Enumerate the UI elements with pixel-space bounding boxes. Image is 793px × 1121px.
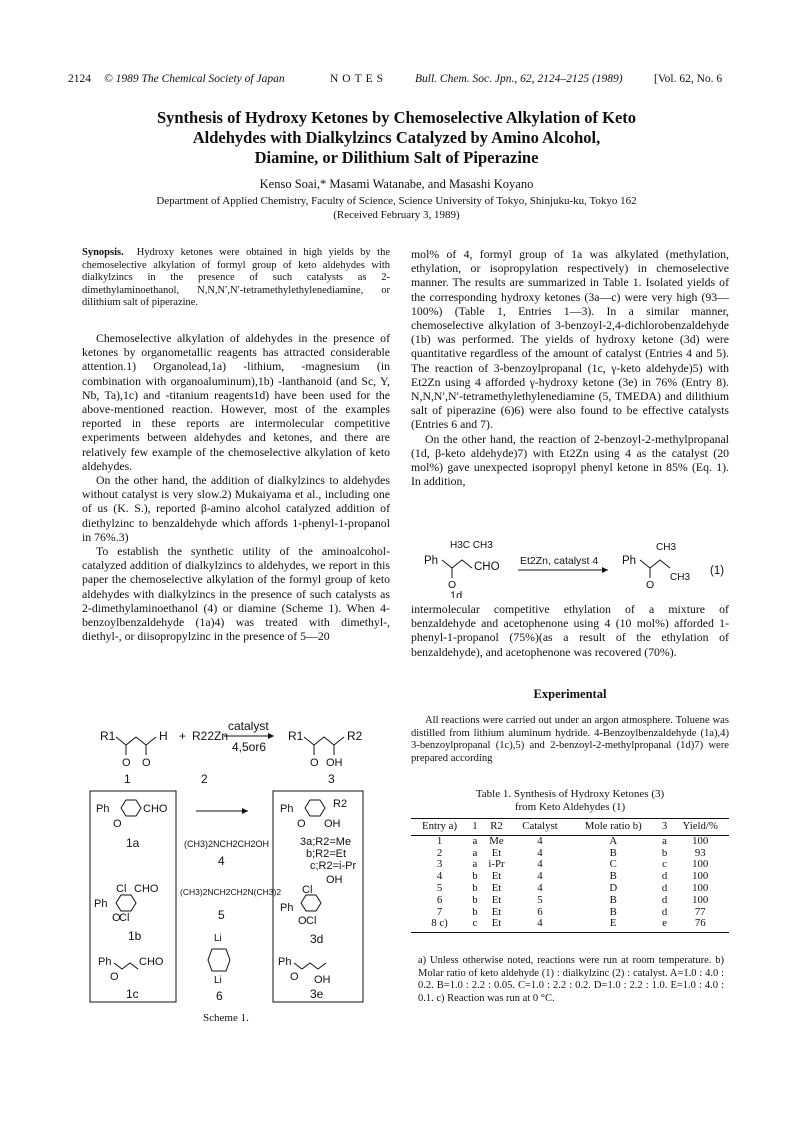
scheme-caption: Scheme 1. xyxy=(203,1012,249,1024)
table-cell: Me xyxy=(489,834,504,847)
table-cell: Et xyxy=(491,905,502,918)
ph-3d: Ph xyxy=(280,902,294,914)
table-cell: b xyxy=(661,846,668,859)
col-header: Yield/% xyxy=(671,819,729,836)
copyright: © 1989 The Chemical Society of Japan xyxy=(104,73,285,85)
title-line-3: Diamine, or Dilithium Salt of Piperazine xyxy=(254,148,539,167)
eq-ch3-top: CH3 xyxy=(656,542,677,553)
scheme-plus: + xyxy=(179,729,187,743)
table-caption-line-2: from Keto Aldehydes (1) xyxy=(514,801,626,813)
table-cell: B xyxy=(609,846,617,859)
table-cell: 100 xyxy=(692,870,709,883)
table-cell: 4 xyxy=(436,870,443,883)
received-date: (Received February 3, 1989) xyxy=(333,209,460,221)
col-header: 3 xyxy=(658,819,672,836)
synopsis-text: Hydroxy ketones were obtained in high yields by the chemoselective alkylation of formyl group of keto aldehydes with dialkylzincs in the presence of such catalysts as 2-dimethylaminoethanol, N,N,N′,N′-tetramethylethylenediamine, or dilithium salt of piperazine. xyxy=(82,247,391,308)
table-cell: 7 xyxy=(436,905,443,918)
table-cell: i-Pr xyxy=(488,858,505,871)
table-notes: a) Unless otherwise noted, reactions were run at room temperature. b) Molar ratio of keto aldehyde (1) : dialkylzinc (2) : catalyst. A=1.0 : 4.0 : 0.2. B=1.0 : 2.2 : 0.05. C=1.0 : 2.2 : 0.2. D=1.0 : 2.2 : 1.0. E=1.0 : 4.0 : 0.1. c) Reaction was run at 0 °C. xyxy=(418,955,724,1004)
table-cell: 76 xyxy=(671,918,729,932)
table-cell: d xyxy=(661,870,668,883)
table-cell: 3 xyxy=(436,858,443,871)
authors: Kenso Soai,* Masami Watanabe, and Masashi Koyano xyxy=(259,177,534,191)
table-cell: a xyxy=(662,834,667,847)
table-cell: d xyxy=(661,905,668,918)
table-row xyxy=(411,835,729,847)
table-cell: b xyxy=(472,870,478,883)
table-cell: a xyxy=(472,846,478,859)
paragraph: intermolecular competitive ethylation of a mixture of benzaldehyde and acetophenone using 4 (10 mol%) afforded 1-phenyl-1-propanol (75%)(as a result of the ethylation of benzaldehyde), and acetophenone was recovered (70%). xyxy=(411,602,729,659)
scheme-oh: OH xyxy=(326,757,343,769)
table-cell: 4 xyxy=(537,881,543,894)
eq-ph-right: Ph xyxy=(622,555,637,567)
eq-methyls: H3C CH3 xyxy=(450,540,493,551)
table-caption-line-1: Table 1. Synthesis of Hydroxy Ketones (3) xyxy=(475,788,665,800)
table-header-row xyxy=(411,819,729,836)
running-header xyxy=(68,73,728,89)
results-table xyxy=(411,818,729,933)
o-1b: O xyxy=(112,912,121,924)
eq-cho: CHO xyxy=(474,561,500,573)
label-6: 6 xyxy=(216,989,223,1003)
table-cell: b xyxy=(472,893,478,906)
introduction xyxy=(82,331,390,643)
table-cell: b xyxy=(472,881,478,894)
table-cell: b xyxy=(472,905,478,918)
scheme-o3: O xyxy=(310,757,319,769)
paragraph: mol% of 4, formyl group of 1a was alkylated (methylation, ethylation, or isopropylation respectively) in chemoselective manner. The results are summarized in Table 1. Isolated yields of the corresponding hydroxy ketones (3a—c) were very high (93—100%) (Table 1, Entries 1—3). In a similar manner, chemoselective alkylation of 3-benzoyl-2,4-dichlorobenzaldehyde (1b) was performed. The yields of hydroxy ketone (3d) were quantitative regardless of the amount of catalyst (Entries 4 and 5). The reaction of 3-benzoylpropanal (1c, γ-keto aldehyde)5) with Et2Zn using 4 afforded γ-hydroxy ketone (3e) in 76% (Entry 8). N,N,N′,N′-tetramethylethylenediamine (5, TMEDA) and dilithium salt of piperazine (6)6) were also found to be effective catalysts (Entries 6 and 7). xyxy=(411,247,729,432)
experimental-text xyxy=(411,715,729,765)
table-cell: 93 xyxy=(694,846,706,859)
table-cell: a xyxy=(472,858,478,871)
table-cell: 4 xyxy=(537,870,543,883)
table-cell: Et xyxy=(491,893,502,906)
label-3a: 3a;R2=Me xyxy=(300,836,352,848)
table-row xyxy=(411,848,729,860)
li-top: Li xyxy=(214,933,222,944)
table-cell: 2 xyxy=(436,846,443,859)
table-cell: B xyxy=(609,905,617,918)
scheme-dialkylzinc: R22Zn xyxy=(192,729,229,743)
title-line-2: Aldehydes with Dialkylzincs Catalyzed by Amino Alcohol, xyxy=(192,128,601,147)
competitive-text xyxy=(411,602,729,659)
col-header: 1 xyxy=(468,819,482,836)
table-row xyxy=(411,859,729,871)
paragraph: On the other hand, the reaction of 2-benzoyl-2-methylpropanal (1d, β-keto aldehyde)7) with Et2Zn using 4 as the catalyst (20 mol%) gave unexpected isopropyl phenyl ketone in 85% (Eq. 1). In addition, xyxy=(411,431,729,489)
eq-label-1d: 1d xyxy=(450,590,463,598)
scheme-h: H xyxy=(159,729,168,743)
table-cell: Et xyxy=(491,846,502,859)
table-cell: E xyxy=(569,918,658,932)
r2-3a: R2 xyxy=(333,798,348,810)
table-cell: 100 xyxy=(692,893,709,906)
table-cell: 6 xyxy=(436,893,443,906)
table-cell: 100 xyxy=(692,881,709,894)
eq-ph-left: Ph xyxy=(424,555,439,567)
col-header: Mole ratio b) xyxy=(569,819,658,836)
ph-3e: Ph xyxy=(278,956,292,968)
table-row xyxy=(411,883,729,895)
paragraph: To establish the synthetic utility of the aminoalcohol-catalyzed addition of dialkylzincs to aldehydes, we report in this paper the chemoselective alkylation of the formyl group of keto aldehydes with dialkylzincs in the presence of such catalysts as 2-dimethylaminoethanol (4) or diamine (Scheme 1). When 4-benzoylbenzaldehyde (1a)4) was treated with dimethyl-, diethyl-, or diisopropylzinc in the presence of 5—20 xyxy=(82,544,390,644)
oh-3d: OH xyxy=(326,874,343,886)
table-cell: D xyxy=(609,881,618,894)
affiliation-block xyxy=(60,194,733,222)
table-cell: Et xyxy=(491,881,502,894)
cho-1a: CHO xyxy=(143,803,168,815)
label-1b: 1b xyxy=(128,929,142,943)
synopsis xyxy=(82,247,390,310)
table-cell: A xyxy=(609,834,618,847)
affiliation: Department of Applied Chemistry, Faculty of Science, Science University of Tokyo, Shinjuku-ku, Tokyo 162 xyxy=(156,195,637,207)
journal-citation: Bull. Chem. Soc. Jpn., 62, 2124–2125 (1989) xyxy=(415,73,623,85)
label-1c: 1c xyxy=(126,987,139,1001)
table-cell: 100 xyxy=(692,858,709,871)
scheme-1 xyxy=(88,715,388,1015)
table-cell: 4 xyxy=(537,858,543,871)
title-line-1: Synthesis of Hydroxy Ketones by Chemoselective Alkylation of Keto xyxy=(156,108,637,127)
table-cell: B xyxy=(609,893,617,906)
ph-1c: Ph xyxy=(98,956,112,968)
table-cell: 8 c) xyxy=(411,918,468,932)
scheme-o2: O xyxy=(142,757,151,769)
paragraph: On the other hand, the addition of dialkylzincs to aldehydes without catalyst is very slow.2) Mukaiyama et al., including one of us (K. S.), reported β-amino alcohol catalyzed addition of diethylzinc to benzaldehyde which affords 1-phenyl-1-propanol in 76%.3) xyxy=(82,473,390,544)
cl-1b-2: Cl xyxy=(119,912,130,924)
section-label: NOTES xyxy=(330,73,388,85)
cl-3d-2: Cl xyxy=(306,915,317,927)
eq-number: (1) xyxy=(710,565,725,577)
compound-3: 3 xyxy=(328,772,335,786)
cho-1b: CHO xyxy=(134,883,159,895)
o-1c: O xyxy=(110,971,119,983)
col-header: Entry a) xyxy=(411,819,468,836)
oh-3a: OH xyxy=(324,818,341,830)
eq-ch3-bottom: CH3 xyxy=(670,572,691,583)
eq-o-right: O xyxy=(646,579,655,591)
label-4: 4 xyxy=(218,854,225,868)
label-3c: c;R2=i-Pr xyxy=(310,860,357,872)
table-cell: 4 xyxy=(511,918,569,932)
page-number: 2124 xyxy=(68,73,91,85)
paragraph: Chemoselective alkylation of aldehydes in the presence of ketones by organometallic reagents has attracted considerable attention.1) Organolead,1a) -lithium, -magnesium (in combination with organoaluminum),1b) -lanthanoid (and Sc, Y, Nb, Ta),1c) and -titanium reagents1d) have been used for the above-mentioned reaction. However, most of the examples reported in these reports are intermolecular competitive experiments between aldehydes and ketones, and there are relatively few example of the chemoselective alkylation of keto aldehydes. xyxy=(82,331,390,473)
scheme-r1: R1 xyxy=(100,729,116,743)
compound-2: 2 xyxy=(201,772,208,786)
cl-3d: Cl xyxy=(302,884,313,896)
article-title xyxy=(90,108,703,168)
results-text xyxy=(411,247,729,488)
eq-o-left: O xyxy=(448,579,457,591)
table-cell: 4 xyxy=(537,846,543,859)
experimental-heading: Experimental xyxy=(533,687,607,701)
table-row xyxy=(411,907,729,919)
label-3e: 3e xyxy=(310,987,324,1001)
table-cell: Et xyxy=(482,918,511,932)
cl-1b: Cl xyxy=(116,883,127,895)
table-cell: c xyxy=(468,918,482,932)
table-cell: C xyxy=(609,858,617,871)
table-cell: 5 xyxy=(436,881,443,894)
label-5: 5 xyxy=(218,908,225,922)
table-cell: d xyxy=(661,881,668,894)
label-1a: 1a xyxy=(126,836,140,850)
col-header: R2 xyxy=(482,819,511,836)
table-row xyxy=(411,871,729,883)
ph-1a: Ph xyxy=(96,803,110,815)
scheme-o1: O xyxy=(122,757,131,769)
compound-1: 1 xyxy=(124,772,131,786)
catalyst-5-formula: (CH3)2NCH2CH2N(CH3)2 xyxy=(180,887,282,897)
col-header: Catalyst xyxy=(511,819,569,836)
synopsis-label: Synopsis. xyxy=(82,247,124,258)
table-cell: 6 xyxy=(537,905,543,918)
volume: [Vol. 62, No. 6 xyxy=(654,73,723,85)
table-cell: 4 xyxy=(537,834,543,847)
table-cell: d xyxy=(661,893,668,906)
scheme-r2: R2 xyxy=(347,729,363,743)
o-3e: O xyxy=(290,971,299,983)
scheme-catalyst-list: 4,5or6 xyxy=(232,740,267,754)
equation-1 xyxy=(420,536,730,598)
o-1a: O xyxy=(113,818,122,830)
li-bottom: Li xyxy=(214,975,222,986)
table-cell: 5 xyxy=(537,893,543,906)
ph-3a: Ph xyxy=(280,803,294,815)
catalyst-4-formula: (CH3)2NCH2CH2OH xyxy=(184,839,270,849)
table-cell: a xyxy=(472,834,478,847)
table-cell: 1 xyxy=(436,834,443,847)
eq-reagent: Et2Zn, catalyst 4 xyxy=(520,555,599,567)
scheme-r1-product: R1 xyxy=(288,729,304,743)
cho-1c: CHO xyxy=(139,956,164,968)
o-3a: O xyxy=(297,818,306,830)
label-3d: 3d xyxy=(310,932,324,946)
o-3d: O xyxy=(298,915,307,927)
table-cell: 77 xyxy=(694,905,706,918)
table-caption xyxy=(411,788,729,814)
table-cell: Et xyxy=(491,870,502,883)
label-3b: b;R2=Et xyxy=(306,848,347,860)
oh-3e: OH xyxy=(314,974,331,986)
table-cell: e xyxy=(658,918,672,932)
scheme-catalyst: catalyst xyxy=(228,719,269,733)
table-cell: 100 xyxy=(692,834,709,847)
paragraph: All reactions were carried out under an argon atmosphere. Toluene was distilled from lithium aluminum hydride. 4-Benzoylbenzaldehyde (1a),4) 3-benzoylpropanal (1c),5) and 2-benzoyl-2-methylpropanal (1d)7) were prepared according xyxy=(411,715,729,764)
ph-1b: Ph xyxy=(94,898,108,910)
table-cell: B xyxy=(609,870,617,883)
table-row xyxy=(411,895,729,907)
table-cell: c xyxy=(662,858,667,871)
table-row xyxy=(411,918,729,932)
